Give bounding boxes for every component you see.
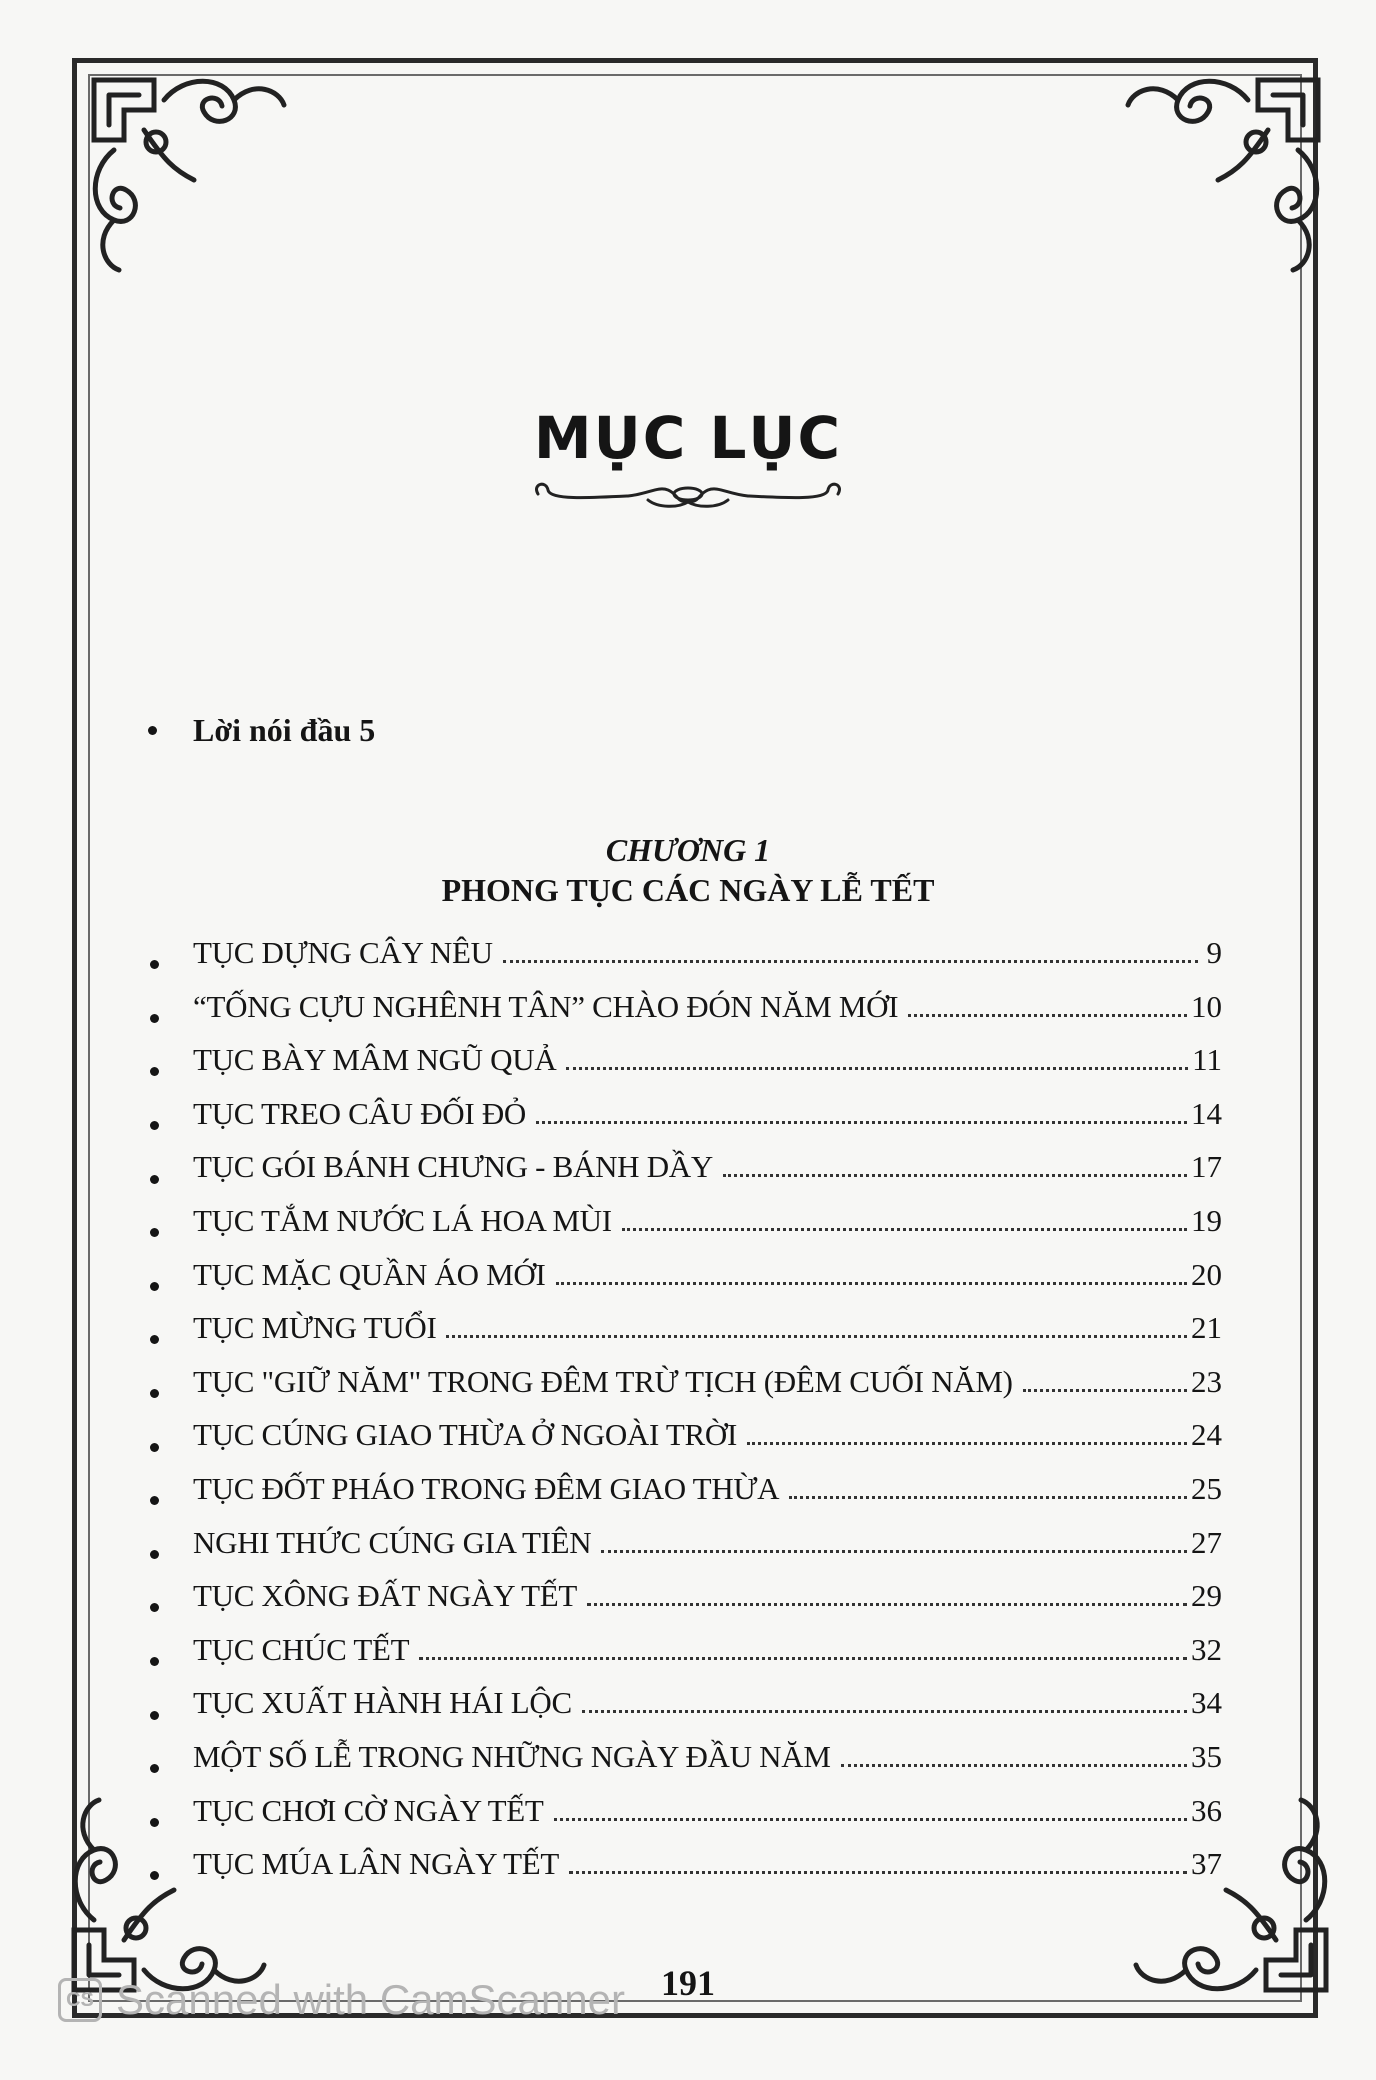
dot-leader — [1023, 1389, 1187, 1392]
toc-entry-title: TỤC TẮM NƯỚC LÁ HOA MÙI — [193, 1202, 612, 1238]
bullet-icon — [150, 1657, 159, 1666]
toc-entry[interactable] — [150, 1042, 1222, 1096]
dot-leader — [566, 1067, 1188, 1070]
dot-leader — [841, 1764, 1187, 1767]
dot-leader — [556, 1282, 1187, 1285]
bullet-icon — [150, 1175, 159, 1184]
bullet-icon — [150, 1282, 159, 1291]
bullet-icon — [150, 1550, 159, 1559]
toc-entry[interactable] — [150, 1685, 1222, 1739]
bullet-icon — [150, 1121, 159, 1130]
bullet-icon — [150, 960, 159, 969]
toc-entry-title: TỤC "GIỮ NĂM" TRONG ĐÊM TRỪ TỊCH (ĐÊM CUỐI NĂM) — [193, 1363, 1013, 1399]
toc-entry-title: TỤC BÀY MÂM NGŨ QUẢ — [193, 1042, 557, 1078]
bullet-icon — [150, 1871, 159, 1880]
toc-entry-page: 19 — [1191, 1202, 1222, 1238]
ornament-corner-top-right — [1118, 70, 1328, 280]
dot-leader — [908, 1014, 1187, 1017]
dot-leader — [747, 1442, 1187, 1445]
title-flourish-divider — [528, 474, 848, 514]
ornament-corner-top-left — [84, 70, 294, 280]
bullet-icon — [150, 1389, 159, 1398]
bullet-icon — [150, 1228, 159, 1237]
toc-entry[interactable] — [150, 1417, 1222, 1471]
toc-entry-page: 37 — [1191, 1846, 1222, 1882]
bullet-icon — [150, 1818, 159, 1827]
toc-entry-title: “TỐNG CỰU NGHÊNH TÂN” CHÀO ĐÓN NĂM MỚI — [193, 988, 899, 1024]
toc-entry-title: TỤC MẶC QUẦN ÁO MỚI — [193, 1256, 546, 1292]
toc-entry-page: 20 — [1191, 1256, 1222, 1292]
toc-entry[interactable] — [150, 1739, 1222, 1793]
toc-entry-page: 17 — [1191, 1149, 1222, 1185]
toc-entry-page: 32 — [1191, 1631, 1222, 1667]
dot-leader — [536, 1121, 1187, 1124]
bullet-icon — [150, 1443, 159, 1452]
toc-entry[interactable] — [150, 1578, 1222, 1632]
toc-entry-page: 27 — [1191, 1524, 1222, 1560]
toc-entry[interactable] — [150, 1149, 1222, 1203]
dot-leader — [723, 1174, 1187, 1177]
toc-entry-title: TỤC GÓI BÁNH CHƯNG - BÁNH DẦY — [193, 1149, 713, 1185]
toc-entry-page: 25 — [1191, 1470, 1222, 1506]
toc-entry[interactable] — [150, 1632, 1222, 1686]
dot-leader — [446, 1335, 1187, 1338]
toc-entry-title: TỤC CÚNG GIAO THỪA Ở NGOÀI TRỜI — [193, 1417, 738, 1453]
bullet-icon — [150, 1014, 159, 1023]
toc-entry-page: 34 — [1191, 1685, 1222, 1721]
dot-leader — [601, 1550, 1187, 1553]
toc-entry-title: TỤC MÚA LÂN NGÀY TẾT — [193, 1846, 559, 1882]
toc-entry-page: 14 — [1191, 1095, 1222, 1131]
toc-entry-title: TỤC DỰNG CÂY NÊU — [193, 935, 493, 970]
toc-entry[interactable] — [150, 989, 1222, 1043]
toc-entry-title: NGHI THỨC CÚNG GIA TIÊN — [193, 1524, 592, 1560]
camscanner-watermark — [58, 1976, 625, 2024]
toc-entry[interactable] — [150, 1471, 1222, 1525]
toc-entry[interactable] — [150, 1096, 1222, 1150]
toc-entry[interactable] — [150, 1364, 1222, 1418]
toc-entry[interactable] — [150, 1846, 1222, 1900]
dot-leader — [503, 960, 1198, 963]
dot-leader — [569, 1871, 1187, 1874]
toc-entry-title: TỤC XÔNG ĐẤT NGÀY TẾT — [193, 1578, 578, 1614]
intro-entry[interactable] — [148, 712, 375, 749]
toc-entry[interactable] — [150, 1793, 1222, 1847]
toc-entry[interactable] — [150, 1525, 1222, 1579]
toc-entry[interactable] — [150, 1203, 1222, 1257]
toc-entry-page: 11 — [1192, 1042, 1222, 1078]
dot-leader — [419, 1657, 1187, 1660]
chapter-label: CHƯƠNG 1 — [605, 832, 771, 868]
toc-entry-title: TỤC CHÚC TẾT — [193, 1631, 410, 1667]
toc-entry-title: MỘT SỐ LỄ TRONG NHỮNG NGÀY ĐẦU NĂM — [193, 1738, 831, 1774]
intro-label: Lời nói đầu 5 — [193, 712, 376, 748]
toc-entry-page: 10 — [1191, 988, 1222, 1024]
toc-entry-page: 9 — [1206, 935, 1222, 970]
table-of-contents — [150, 935, 1222, 1900]
toc-entry-page: 29 — [1191, 1578, 1222, 1614]
toc-entry[interactable] — [150, 1257, 1222, 1311]
dot-leader — [554, 1818, 1188, 1821]
toc-entry-page: 21 — [1191, 1310, 1222, 1346]
dot-leader — [789, 1496, 1187, 1499]
dot-leader — [582, 1710, 1187, 1713]
bullet-icon — [150, 1603, 159, 1612]
toc-entry[interactable] — [150, 1310, 1222, 1364]
toc-entry[interactable] — [150, 935, 1222, 989]
toc-entry-title: TỤC MỪNG TUỔI — [193, 1310, 437, 1346]
chapter-title: PHONG TỤC CÁC NGÀY LỄ TẾT — [441, 872, 935, 908]
page-title: MỤC LỤC — [533, 404, 843, 472]
dot-leader — [587, 1603, 1187, 1606]
dot-leader — [622, 1228, 1187, 1231]
bullet-icon — [150, 1335, 159, 1344]
bullet-icon — [148, 726, 157, 735]
camscanner-logo-icon: CS — [58, 1978, 102, 2022]
toc-entry-page: 35 — [1191, 1738, 1222, 1774]
watermark-text: Scanned with CamScanner — [116, 1976, 625, 2023]
toc-entry-title: TỤC TREO CÂU ĐỐI ĐỎ — [193, 1095, 526, 1131]
toc-entry-title: TỤC CHƠI CỜ NGÀY TẾT — [193, 1792, 544, 1828]
toc-entry-page: 36 — [1191, 1792, 1222, 1828]
bullet-icon — [150, 1496, 159, 1505]
bullet-icon — [150, 1067, 159, 1076]
toc-entry-page: 23 — [1191, 1363, 1222, 1399]
bullet-icon — [150, 1711, 159, 1720]
bullet-icon — [150, 1764, 159, 1773]
page-number: 191 — [661, 1963, 715, 2003]
toc-entry-page: 24 — [1191, 1417, 1222, 1453]
toc-entry-title: TỤC XUẤT HÀNH HÁI LỘC — [193, 1685, 572, 1721]
toc-entry-title: TỤC ĐỐT PHÁO TRONG ĐÊM GIAO THỪA — [193, 1470, 780, 1506]
